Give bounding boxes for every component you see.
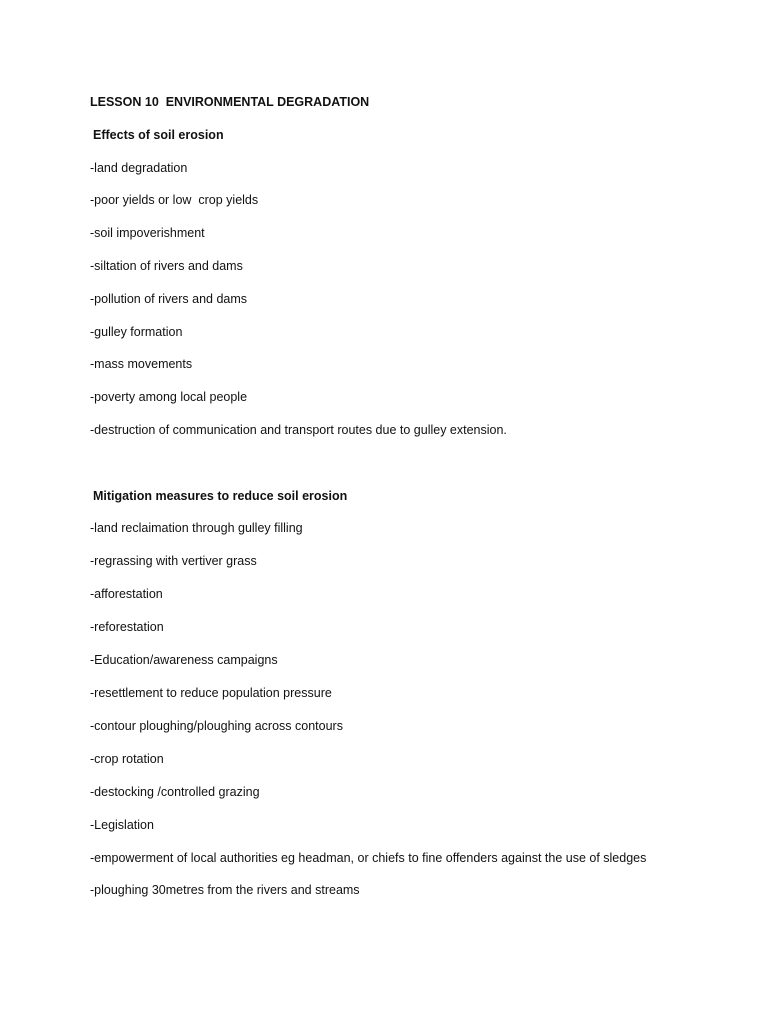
list-item: -mass movements <box>90 357 193 371</box>
list-item: -ploughing 30metres from the rivers and streams <box>90 883 360 897</box>
list-item: -regrassing with vertiver grass <box>90 554 257 568</box>
list-item: -contour ploughing/ploughing across contours <box>90 719 343 733</box>
list-item: -reforestation <box>90 620 164 634</box>
list-item: -pollution of rivers and dams <box>90 292 248 306</box>
list-item: -poverty among local people <box>90 390 248 404</box>
list-item: -Education/awareness campaigns <box>90 653 278 667</box>
list-item: -destocking /controlled grazing <box>90 785 260 799</box>
list-item: -crop rotation <box>90 752 164 766</box>
list-item: -resettlement to reduce population pressure <box>90 686 332 700</box>
list-item: -poor yields or low crop yields <box>90 193 259 207</box>
list-item: -gulley formation <box>90 325 183 339</box>
list-item: -destruction of communication and transport routes due to gulley extension. <box>90 423 507 437</box>
list-item: -soil impoverishment <box>90 226 205 240</box>
list-item: -empowerment of local authorities eg headman, or chiefs to fine offenders against the use of sledges <box>90 851 647 865</box>
section-heading-effects: Effects of soil erosion <box>93 128 224 142</box>
list-item: -siltation of rivers and dams <box>90 259 243 273</box>
lesson-title: LESSON 10 ENVIRONMENTAL DEGRADATION <box>90 95 370 109</box>
list-item: -land degradation <box>90 161 188 175</box>
section-heading-mitigation: Mitigation measures to reduce soil erosion <box>93 489 348 503</box>
list-item: -Legislation <box>90 818 154 832</box>
list-item: -afforestation <box>90 587 163 601</box>
list-item: -land reclaimation through gulley filling <box>90 521 303 535</box>
